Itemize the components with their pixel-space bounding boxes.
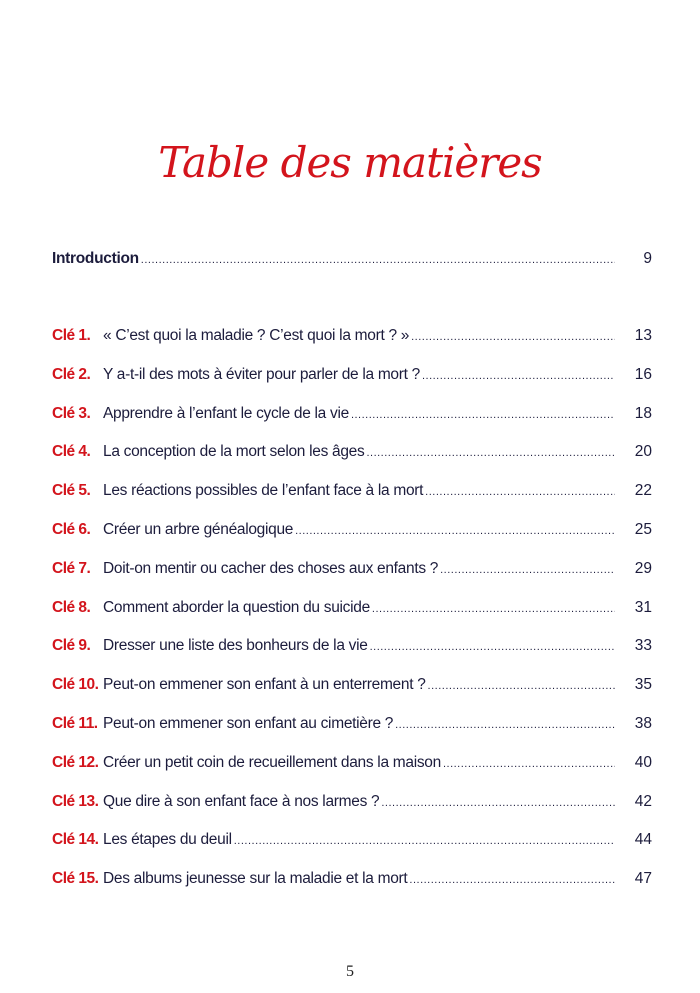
toc-entry-title: Y a-t-il des mots à éviter pour parler de la mort ?	[103, 365, 420, 383]
toc-entry-key: Clé 1.	[52, 327, 91, 344]
dot-leader	[372, 603, 615, 615]
toc-entry[interactable]	[52, 831, 652, 853]
toc-entry[interactable]	[52, 676, 652, 698]
toc-entry-key: Clé 8.	[52, 598, 91, 616]
toc-entry-title: Introduction	[52, 250, 139, 267]
toc-entry-key: Clé 7.	[52, 559, 91, 577]
page-title: Table des matières	[158, 138, 542, 187]
toc-entry-title: Des albums jeunesse sur la maladie et la mort	[103, 870, 408, 888]
toc-entry-key: Clé 11.	[52, 715, 98, 732]
toc-entry[interactable]	[52, 637, 652, 659]
dot-leader	[425, 486, 615, 498]
toc-entry-key: Clé 4.	[52, 443, 91, 461]
toc-entry-title: Créer un petit coin de recueillement dans la maison	[103, 753, 441, 771]
toc-entry-title: Les étapes du deuil	[103, 831, 232, 849]
toc-entry[interactable]	[52, 754, 652, 776]
dot-leader	[381, 797, 615, 809]
toc-entry-key: Clé 10.	[52, 676, 99, 694]
toc-entry-key: Clé 5.	[52, 482, 91, 500]
toc-entry-title: Que dire à son enfant face à nos larmes ?	[103, 792, 380, 810]
toc-entry-introduction[interactable]	[52, 250, 652, 272]
toc-entry-key: Clé 2.	[52, 365, 91, 383]
toc-entry[interactable]	[52, 482, 652, 504]
toc-entry-page: 13	[634, 327, 652, 344]
dot-leader	[440, 564, 615, 576]
page-number: 5	[346, 963, 354, 980]
dot-leader	[141, 254, 615, 266]
toc-entry-title: Les réactions possibles de l’enfant face à la mort	[103, 482, 424, 500]
toc-entry-page: 35	[634, 676, 652, 694]
toc-entry[interactable]	[52, 521, 652, 543]
dot-leader	[351, 409, 615, 421]
toc-entry[interactable]	[52, 366, 652, 388]
dot-leader	[422, 370, 615, 382]
toc-entry[interactable]	[52, 793, 652, 815]
dot-leader	[295, 525, 615, 537]
toc-entry[interactable]	[52, 715, 652, 737]
toc-entry-title: Peut-on emmener son enfant à un enterrement ?	[103, 676, 426, 694]
toc-entry-title: La conception de la mort selon les âges	[103, 443, 365, 461]
toc-entry[interactable]	[52, 405, 652, 427]
toc-entry-page: 22	[634, 482, 652, 500]
toc-entry-page: 25	[634, 521, 652, 538]
toc-entry-key: Clé 3.	[52, 404, 91, 422]
dot-leader	[443, 758, 615, 770]
toc-entry[interactable]	[52, 560, 652, 582]
toc-entry-key: Clé 13.	[52, 792, 99, 810]
toc-entry-page: 40	[634, 753, 652, 771]
toc-entry-key: Clé 15.	[52, 870, 99, 888]
toc-entry-title: Doit-on mentir ou cacher des choses aux enfants ?	[103, 559, 439, 577]
toc-entry-page: 9	[643, 250, 652, 267]
dot-leader	[234, 835, 615, 847]
dot-leader	[409, 874, 615, 886]
toc-entry-page: 18	[634, 404, 652, 422]
toc-entry-title: Apprendre à l’enfant le cycle de la vie	[103, 404, 349, 422]
toc-entry-page: 42	[634, 792, 652, 810]
dot-leader	[366, 447, 615, 459]
toc-entry-title: Peut-on emmener son enfant au cimetière ?	[103, 715, 394, 732]
toc-entry-title: Créer un arbre généalogique	[103, 521, 294, 538]
toc-entry-page: 20	[634, 443, 652, 461]
toc-entry-key: Clé 9.	[52, 637, 91, 655]
toc-entry[interactable]	[52, 327, 652, 349]
toc-entry-page: 33	[634, 637, 652, 655]
toc-entry-title: « C’est quoi la maladie ? C’est quoi la mort ? »	[103, 327, 410, 344]
toc-entry-key: Clé 14.	[52, 831, 99, 849]
toc-entry[interactable]	[52, 599, 652, 621]
toc-entry-page: 16	[634, 365, 652, 383]
toc-entry[interactable]	[52, 870, 652, 892]
toc-entry-page: 47	[634, 870, 652, 888]
dot-leader	[428, 680, 615, 692]
toc-entry-page: 31	[634, 598, 652, 616]
toc-entry-key: Clé 12.	[52, 753, 99, 771]
dot-leader	[370, 641, 615, 653]
toc-entry-title: Dresser une liste des bonheurs de la vie	[103, 637, 368, 655]
dot-leader	[411, 331, 615, 343]
toc-entry[interactable]	[52, 443, 652, 465]
toc-entry-key: Clé 6.	[52, 521, 91, 538]
dot-leader	[395, 719, 615, 731]
toc-entry-page: 38	[634, 715, 652, 732]
toc-entry-title: Comment aborder la question du suicide	[103, 598, 370, 616]
toc-entry-page: 29	[634, 559, 652, 577]
toc-entry-page: 44	[634, 831, 652, 849]
